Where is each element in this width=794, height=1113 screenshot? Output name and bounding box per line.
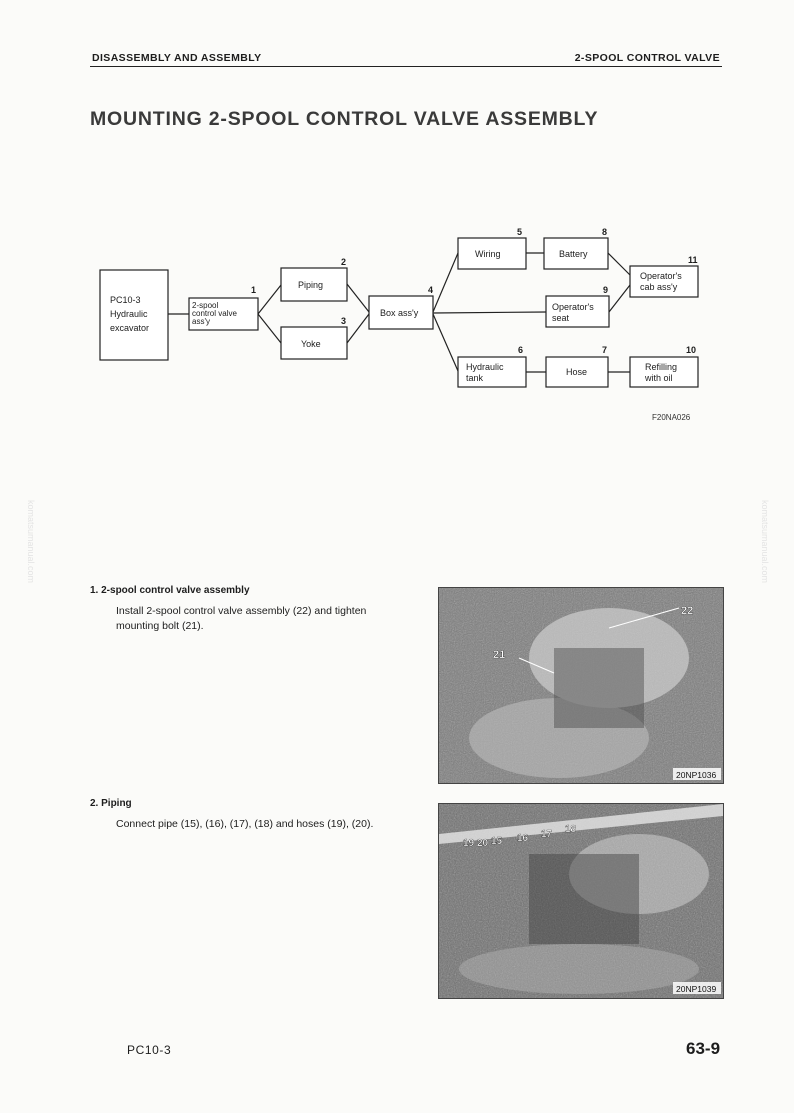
number-battery: 8 [602, 227, 608, 237]
assembly-flow-diagram [0, 0, 794, 440]
label-piping: Piping [298, 280, 324, 290]
step-1-heading: 1. 2-spool control valve assembly [90, 585, 250, 596]
step-2-text [116, 817, 373, 832]
label-cab-2: cab ass'y [640, 282, 678, 292]
label-tank-1: Hydraulic [466, 362, 504, 372]
photo2-label-19: 19 [463, 838, 475, 849]
number-piping: 2 [341, 257, 347, 267]
label-tank-2: tank [466, 373, 484, 383]
number-hydraulic-tank: 6 [518, 345, 524, 355]
photo2-code: 20NP1039 [676, 984, 717, 994]
number-operator-cab: 11 [688, 255, 698, 265]
step-1-text [116, 604, 366, 634]
label-box-assy: Box ass'y [380, 308, 419, 318]
label-valve-3: ass'y [192, 317, 210, 326]
watermark-left: komatsumanual.com [26, 500, 36, 584]
photo1-label-21: 21 [493, 649, 506, 661]
number-hose: 7 [602, 345, 608, 355]
number-yoke: 3 [341, 316, 347, 326]
label-seat-1: Operator's [552, 302, 594, 312]
label-valve-2: control valve [192, 309, 237, 318]
label-refill-1: Refilling [645, 362, 678, 372]
number-control-valve: 1 [251, 285, 257, 295]
watermark-right: komatsumanual.com [760, 500, 770, 584]
step-1-line-2: mounting bolt (21). [116, 620, 204, 632]
photo2-label-20: 20 [477, 838, 489, 849]
label-seat-2: seat [552, 313, 570, 323]
photo2-label-15: 15 [491, 836, 503, 847]
page-title: MOUNTING 2-SPOOL CONTROL VALVE ASSEMBLY [90, 108, 599, 130]
step-1-line-1: Install 2-spool control valve assembly (22) and tighten [116, 605, 367, 617]
photo-control-valve-install [438, 587, 724, 784]
photo1-code: 20NP1036 [676, 770, 717, 780]
number-operator-seat: 9 [603, 285, 609, 295]
photo1-label-22: 22 [681, 605, 694, 617]
label-excavator-1: PC10-3 [110, 295, 141, 305]
step-2-heading: 2. Piping [90, 798, 132, 809]
footer-model: PC10-3 [127, 1043, 172, 1057]
number-wiring: 5 [517, 227, 523, 237]
label-yoke: Yoke [301, 339, 321, 349]
step-2-line-1: Connect pipe (15), (16), (17), (18) and hoses (19), (20). [116, 818, 374, 830]
label-excavator-3: excavator [110, 323, 150, 333]
header-section-right: 2-SPOOL CONTROL VALVE [574, 52, 720, 64]
footer-page-number: 63-9 [686, 1039, 721, 1058]
label-battery: Battery [559, 249, 588, 259]
label-wiring: Wiring [475, 249, 501, 259]
number-refilling: 10 [686, 345, 697, 355]
label-valve-1: 2-spool [192, 301, 219, 310]
label-cab-1: Operator's [640, 271, 682, 281]
photo2-label-16: 16 [517, 833, 529, 844]
header-section-left: DISASSEMBLY AND ASSEMBLY [92, 52, 262, 64]
label-refill-2: with oil [645, 373, 673, 383]
label-hose: Hose [566, 367, 588, 377]
photo-piping-connect [438, 803, 724, 999]
photo2-label-18: 18 [565, 824, 577, 835]
number-box-assy: 4 [428, 285, 434, 295]
label-excavator-2: Hydraulic [110, 309, 148, 319]
figure-code: F20NA026 [652, 413, 691, 422]
photo2-label-17: 17 [541, 829, 553, 840]
